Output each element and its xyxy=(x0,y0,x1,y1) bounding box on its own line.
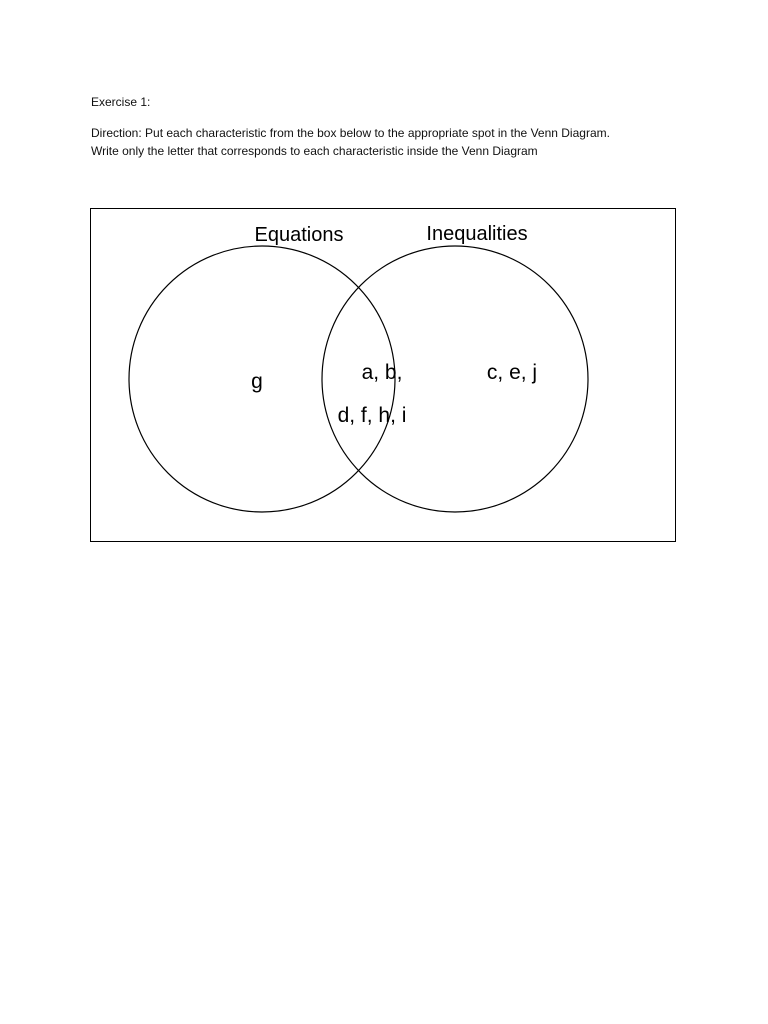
directions xyxy=(91,124,711,160)
inequalities-only-region: c, e, j xyxy=(486,361,538,384)
direction-line-1: Direction: Put each characteristic from the box below to the appropriate spot in the Venn Diagram. xyxy=(91,126,610,140)
intersection-line-1: a, b, xyxy=(361,361,403,384)
inequalities-label: Inequalities xyxy=(426,223,528,245)
equations-label: Equations xyxy=(254,224,344,246)
intersection-line-2: d, f, h, i xyxy=(337,404,407,427)
exercise-title: Exercise 1: xyxy=(91,95,151,109)
venn-diagram-box xyxy=(90,208,676,542)
venn-diagram xyxy=(91,209,677,543)
equations-only-region: g xyxy=(251,370,263,393)
direction-line-2: Write only the letter that corresponds to each characteristic inside the Venn Diagram xyxy=(91,144,538,158)
